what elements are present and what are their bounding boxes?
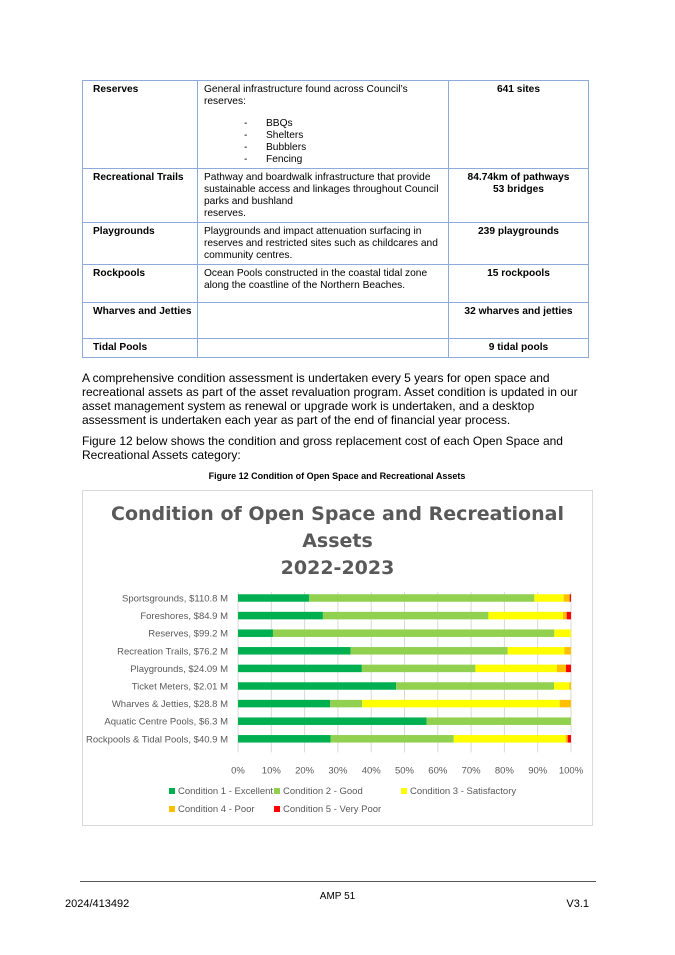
bar-segment <box>238 735 331 743</box>
bar-segment <box>534 594 563 602</box>
bar-segment <box>330 700 362 708</box>
legend-item <box>274 804 381 815</box>
bar-segment <box>569 682 571 690</box>
bar-segment <box>554 682 569 690</box>
table-row <box>83 265 589 303</box>
bar-segment <box>426 717 571 725</box>
figure-caption: Figure 12 Condition of Open Space and Recreational Assets <box>208 471 466 481</box>
x-tick-label: 100% <box>558 765 584 777</box>
bar-segment <box>323 612 489 620</box>
list-item: - Shelters <box>244 130 444 142</box>
bar-segment <box>238 647 351 655</box>
quantity-cell <box>449 169 589 223</box>
category-cell: Reserves <box>83 81 198 169</box>
bar-segment <box>238 612 323 620</box>
condition-assessment-paragraph: A comprehensive condition assessment is undertaken every 5 years for open space and recreational assets as part of the asset revaluation program. Asset condition is updated in our asset management system as renewal or upgrade work is undertaken, and a desktop assessment is undertaken each year as part of the end of financial year process. <box>82 371 578 427</box>
legend-swatch <box>274 806 280 812</box>
x-tick-label: 60% <box>428 765 448 777</box>
x-tick-label: 0% <box>231 765 245 777</box>
description-cell: Ocean Pools constructed in the coastal tidal zone along the coastline of the Northern Beaches. <box>198 265 449 303</box>
legend-label: Condition 4 - Poor <box>178 804 255 815</box>
quantity-cell <box>449 223 589 265</box>
bar-segment <box>570 594 571 602</box>
list-item: - BBQs <box>244 118 444 130</box>
bar-segment <box>309 594 534 602</box>
x-tick-label: 80% <box>494 765 514 777</box>
chart-title-line: Condition of Open Space and Recreational <box>111 503 564 525</box>
category-label: Sportsgrounds, $110.8 M <box>122 593 228 605</box>
quantity-cell <box>449 339 589 358</box>
legend-item <box>169 804 255 815</box>
category-cell: Playgrounds <box>83 223 198 265</box>
legend-label: Condition 3 - Satisfactory <box>410 786 517 797</box>
quantity-cell <box>449 265 589 303</box>
list-item: - Bubblers <box>244 142 444 154</box>
bar-segment <box>488 612 563 620</box>
legend-label: Condition 1 - Excellent <box>178 786 274 797</box>
x-tick-label: 30% <box>328 765 348 777</box>
infrastructure-list <box>204 118 444 166</box>
category-label: Aquatic Centre Pools, $6.3 M <box>104 716 228 728</box>
bar-segment <box>238 665 362 673</box>
quantity-text: 15 rockpools <box>487 268 550 279</box>
description-text: Pathway and boardwalk infrastructure that provide sustainable access and linkages throughout Council parks and bushland <box>204 172 439 207</box>
bar-segment <box>362 665 476 673</box>
description-text: reserves. <box>204 208 246 219</box>
description-text: General infrastructure found across Council’s reserves: <box>204 84 408 107</box>
bar-segment <box>362 700 559 708</box>
page-number: AMP 51 <box>319 891 356 902</box>
legend-swatch <box>169 806 175 812</box>
condition-chart <box>82 490 593 826</box>
category-cell: Recreational Trails <box>83 169 198 223</box>
bar-segment <box>238 629 273 637</box>
description-cell: Playgrounds and impact attenuation surfacing in reserves and restricted sites such as childcares and community centres. <box>198 223 449 265</box>
bar-segment <box>238 594 309 602</box>
bar-segment <box>351 647 508 655</box>
category-cell: Rockpools <box>83 265 198 303</box>
legend-item <box>169 786 273 797</box>
category-label: Wharves & Jetties, $28.8 M <box>111 699 228 711</box>
bar-segment <box>566 665 571 673</box>
x-tick-label: 10% <box>261 765 281 777</box>
table-row <box>83 81 589 169</box>
bar-segment <box>554 629 571 637</box>
legend-label: Condition 5 - Very Poor <box>283 804 382 815</box>
description-cell <box>198 169 449 223</box>
x-tick-label: 70% <box>461 765 481 777</box>
quantity-text: 53 bridges <box>493 184 544 195</box>
legend-item <box>401 786 516 797</box>
quantity-text: 9 tidal pools <box>488 342 549 353</box>
bar-segment <box>560 700 571 708</box>
footer-divider <box>80 881 596 882</box>
legend-item <box>274 786 363 797</box>
category-label: Reserves, $99.2 M <box>148 628 228 640</box>
bar-segment <box>564 594 570 602</box>
legend-label: Condition 2 - Good <box>283 786 363 797</box>
table-row <box>83 223 589 265</box>
table-row <box>83 169 589 223</box>
bar-segment <box>563 612 567 620</box>
table-row <box>83 303 589 339</box>
x-tick-label: 20% <box>295 765 315 777</box>
quantity-cell <box>449 81 589 169</box>
quantity-text: 239 playgrounds <box>478 226 559 237</box>
table-row <box>83 339 589 358</box>
bar-segment <box>566 735 568 743</box>
category-label: Ticket Meters, $2.01 M <box>131 681 228 693</box>
category-cell: Tidal Pools <box>83 339 198 358</box>
legend-swatch <box>274 788 280 794</box>
category-label: Rockpools & Tidal Pools, $40.9 M <box>85 734 228 746</box>
quantity-text: 32 wharves and jetties <box>464 306 573 317</box>
bar-segment <box>331 735 454 743</box>
chart-title-line: Assets <box>302 530 373 552</box>
quantity-text: 84.74km of pathways <box>467 172 570 183</box>
document-number: 2024/413492 <box>65 898 130 910</box>
bar-segment <box>454 735 566 743</box>
bar-segment <box>567 612 571 620</box>
bar-segment <box>508 647 565 655</box>
legend-swatch <box>169 788 175 794</box>
bar-segment <box>396 682 554 690</box>
document-version: V3.1 <box>566 898 589 910</box>
bar-segment <box>564 647 571 655</box>
list-item: - Fencing <box>244 154 444 166</box>
chart-title-line: 2022-2023 <box>280 557 395 579</box>
description-cell <box>198 81 449 169</box>
x-tick-label: 40% <box>361 765 381 777</box>
bar-segment <box>238 682 396 690</box>
x-tick-label: 90% <box>528 765 548 777</box>
category-label: Recreation Trails, $76.2 M <box>117 646 228 658</box>
asset-category-table <box>82 80 589 358</box>
bar-segment <box>557 665 566 673</box>
bar-segment <box>273 629 554 637</box>
category-label: Playgrounds, $24.09 M <box>130 663 228 675</box>
quantity-text: 641 sites <box>496 84 541 95</box>
x-tick-label: 50% <box>394 765 415 777</box>
bar-segment <box>568 735 571 743</box>
quantity-cell <box>449 303 589 339</box>
chart-plot-area <box>83 491 594 827</box>
category-label: Foreshores, $84.9 M <box>140 611 228 623</box>
description-cell <box>198 303 449 339</box>
legend-swatch <box>401 788 407 794</box>
bar-segment <box>238 700 330 708</box>
description-cell <box>198 339 449 358</box>
bar-segment <box>238 717 426 725</box>
bar-segment <box>475 665 557 673</box>
figure-intro-paragraph: Figure 12 below shows the condition and gross replacement cost of each Open Space and Recreational Assets category: <box>82 434 563 462</box>
category-cell: Wharves and Jetties <box>83 303 198 339</box>
